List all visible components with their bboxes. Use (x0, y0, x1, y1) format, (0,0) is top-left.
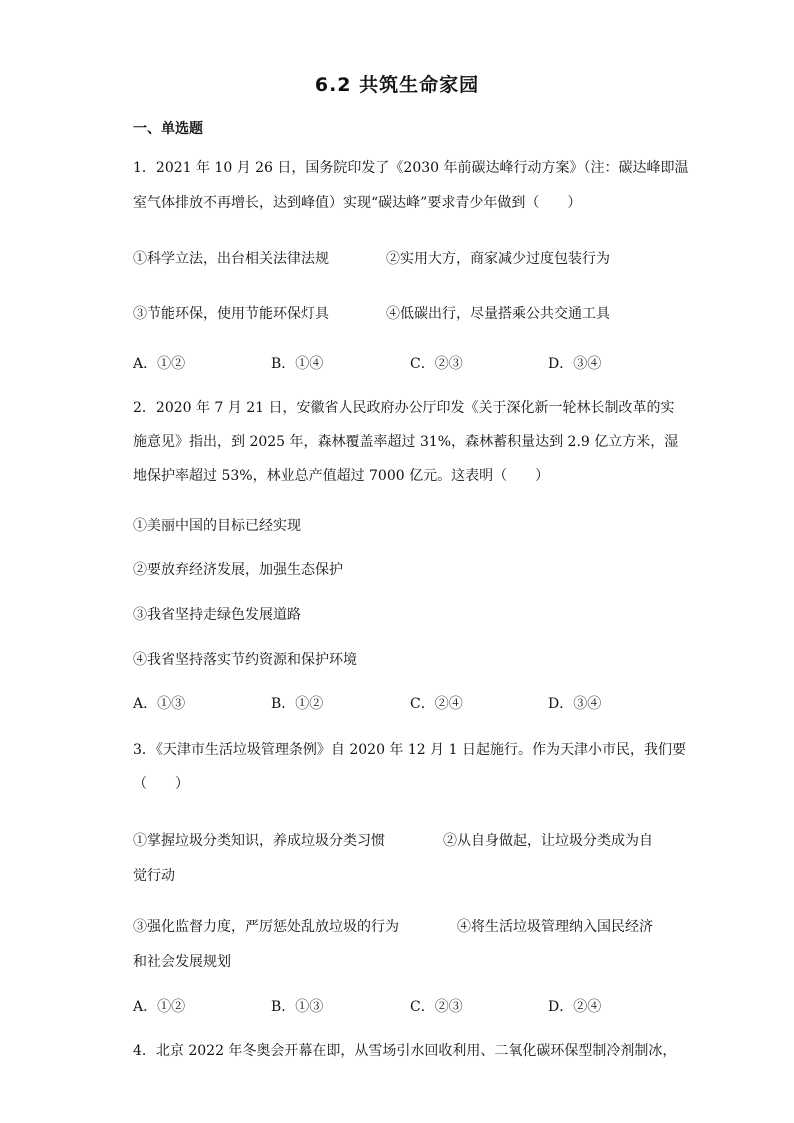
q3-statement-1: ①掌握垃圾分类知识，养成垃圾分类习惯 (133, 833, 385, 849)
q3-stem-line-1: 3．《天津市生活垃圾管理条例》自 2020 年 12 月 1 日起施行。作为天津小市民，我们要 (133, 742, 686, 758)
q3-choice-b[interactable]: B．①③ (271, 999, 324, 1015)
q1-stem-line-2: 室气体排放不再增长，达到峰值）实现“碳达峰”要求青少年做到（ ） (133, 195, 582, 211)
q1-choice-d[interactable]: D．③④ (548, 356, 602, 372)
section-heading: 一、单选题 (133, 121, 203, 137)
q2-stem-line-1: 2．2020 年 7 月 21 日，安徽省人民政府办公厅印发《关于深化新一轮林长制改革的实 (133, 400, 675, 416)
q2-statement-1: ①美丽中国的目标已经实现 (133, 518, 301, 534)
q2-choice-a[interactable]: A．①③ (133, 696, 186, 712)
q4-stem-line-1: 4．北京 2022 年冬奥会开幕在即，从雪场引水回收利用、二氧化碳环保型制冷剂制冰， (133, 1043, 677, 1059)
document-title: 6.2 共筑生命家园 (314, 74, 480, 96)
q2-statement-4: ④我省坚持落实节约资源和保护环境 (133, 652, 357, 668)
q2-statement-2: ②要放弃经济发展，加强生态保护 (133, 562, 343, 578)
q1-statement-1: ①科学立法，出台相关法律法规 (133, 251, 329, 267)
q2-choice-c[interactable]: C．②④ (410, 696, 463, 712)
q3-statement-2: ②从自身做起，让垃圾分类成为自 (443, 833, 653, 849)
q3-stem-line-2: （ ） (133, 776, 189, 792)
q1-choice-a[interactable]: A．①② (133, 356, 186, 372)
q1-statement-2: ②实用大方，商家减少过度包装行为 (386, 251, 610, 267)
q3-statement-4-continued: 和社会发展规划 (133, 954, 231, 970)
q1-statement-3: ③节能环保，使用节能环保灯具 (133, 306, 329, 322)
q1-choice-b[interactable]: B．①④ (271, 356, 324, 372)
q2-stem-line-2: 施意见》指出，到 2025 年，森林覆盖率超过 31%，森林蓄积量达到 2.9 亿立方米，湿 (133, 434, 679, 450)
q2-choice-b[interactable]: B．①② (271, 696, 324, 712)
q3-statement-2-continued: 觉行动 (133, 868, 175, 884)
q1-choice-c[interactable]: C．②③ (410, 356, 463, 372)
q3-statement-3: ③强化监督力度，严厉惩处乱放垃圾的行为 (133, 919, 399, 935)
q3-choice-c[interactable]: C．②③ (410, 999, 463, 1015)
q3-statement-4: ④将生活垃圾管理纳入国民经济 (457, 919, 653, 935)
q1-stem-line-1: 1．2021 年 10 月 26 日，国务院印发了《2030 年前碳达峰行动方案》（注：碳达峰即温 (133, 160, 689, 176)
q3-choice-a[interactable]: A．①② (133, 999, 186, 1015)
q2-choice-d[interactable]: D．③④ (548, 696, 602, 712)
q1-statement-4: ④低碳出行，尽量搭乘公共交通工具 (386, 306, 610, 322)
q2-statement-3: ③我省坚持走绿色发展道路 (133, 607, 301, 623)
q3-choice-d[interactable]: D．②④ (548, 999, 602, 1015)
q2-stem-line-3: 地保护率超过 53%，林业总产值超过 7000 亿元。这表明（ ） (133, 468, 550, 484)
